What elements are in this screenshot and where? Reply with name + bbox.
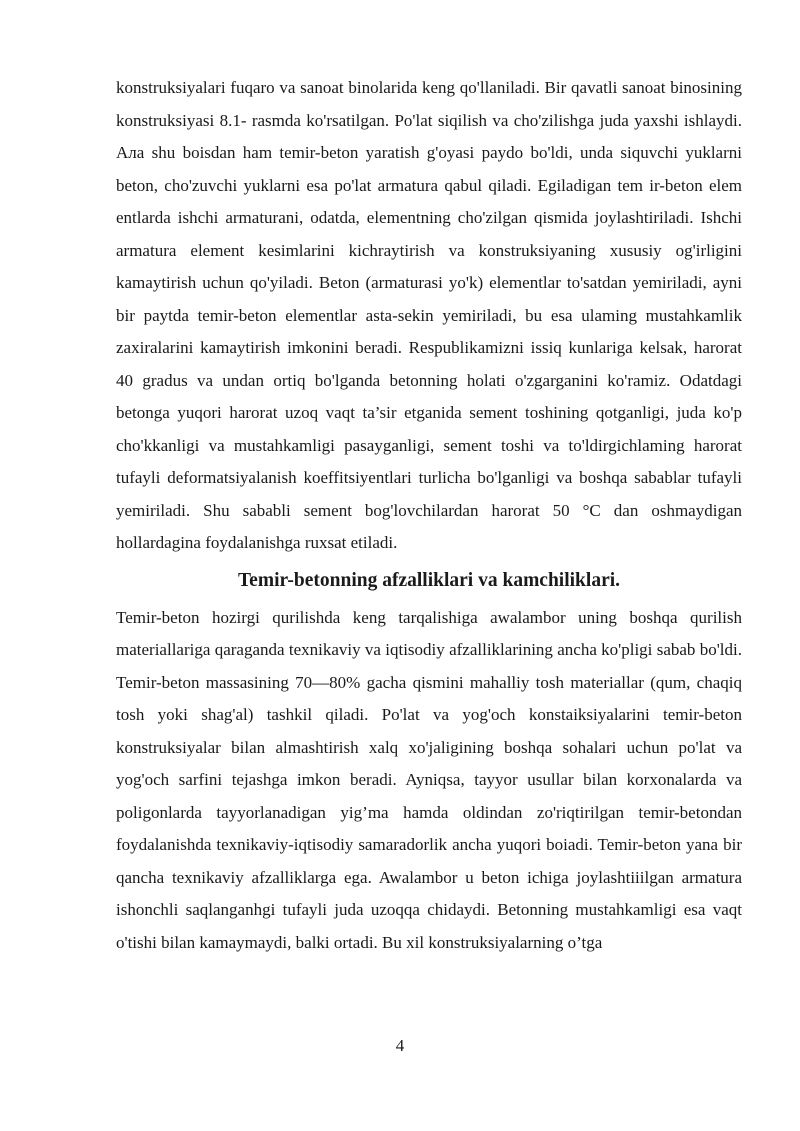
document-page bbox=[116, 72, 742, 959]
section-heading: Temir-betonning afzalliklari va kamchiliklari. bbox=[237, 569, 621, 591]
body-paragraph-2: Temir-beton hozirgi qurilishda keng tarqalishiga awalambor uning boshqa qurilish materiallariga qaraganda texnikaviy va iqtisodiy afzalliklarining ancha ko'pligi sabab bo'ldi. Temir-beton massasining 70—80% gacha qismini mahalliy tosh materiallar (qum, chaqiq tosh yoki shag'al) tashkil qiladi. Po'lat va yog'och konstaiksiyalarini temir-beton konstruksiyalar bilan almashtirish xalq xo'jaligining boshqa sohalari uchun po'lat va yog'och sarfini tejashga imkon beradi. Ayniqsa, tayyor usullar bilan korxonalarda va poligonlarda tayyorlanadigan yig’ma hamda oldindan zo'riqtirilgan temir-betondan foydalanishda texnikaviy-iqtisodiy samaradorlik ancha yuqori boiadi. Temir-beton yana bir qancha texnikaviy afzalliklarga ega. Awalambor u beton ichiga joylashtiiilgan armatura ishonchli saqlanganhgi tufayli juda uzoqqa chidaydi. Betonning mustahkamligi esa vaqt o'tishi bilan kamaymaydi, balki ortadi. Bu xil konstruksiyalarning o’tga bbox=[116, 607, 742, 952]
page-number: 4 bbox=[395, 1036, 405, 1055]
body-paragraph-1: konstruksiyalari fuqaro va sanoat binolarida keng qo'llaniladi. Bir qavatli sanoat binosining konstruksiyasi 8.1- rasmda ko'rsatilgan. Po'lat siqilish va cho'zilishga juda yaxshi ishlaydi. Ала shu boisdan ham temir-beton yaratish g'oyasi paydo bo'ldi, unda siquvchi yuklarni beton, cho'zuvchi yuklarni esa po'lat armatura qabul qiladi. Egiladigan tem ir-beton elem entlarda ishchi armaturani, odatda, elementning cho'zilgan qismida joylashtiriladi. Ishchi armatura element kesimlarini kichraytirish va konstruksiyaning xususiy og'irligini kamaytirish uchun qo'yiladi. Beton (armaturasi yo'k) elementlar to'satdan yemiriladi, ayni bir paytda temir-beton elementlar asta-sekin yemiriladi, bu esa ulaming mustahkamlik zaxiralarini kamaytirish imkonini beradi. Respublikamizni issiq kunlariga kelsak, harorat 40 gradus va undan ortiq bo'lganda betonning holati o'zgarganini ko'ramiz. Odatdagi betonga yuqori harorat uzoq vaqt ta’sir etganida sement toshining qotganligi, juda ko'p cho'kkanligi va mustahkamligi pasayganligi, sement toshi va to'ldirgichlaming harorat tufayli deformatsiyalanish koeffitsiyentlari turlicha bo'lganligi va boshqa sabablar tufayli yemiriladi. Shu sababli sement bog'lovchilardan harorat 50 °C dan oshmaydigan hollardagina foydalanishga ruxsat etiladi. bbox=[116, 78, 742, 552]
